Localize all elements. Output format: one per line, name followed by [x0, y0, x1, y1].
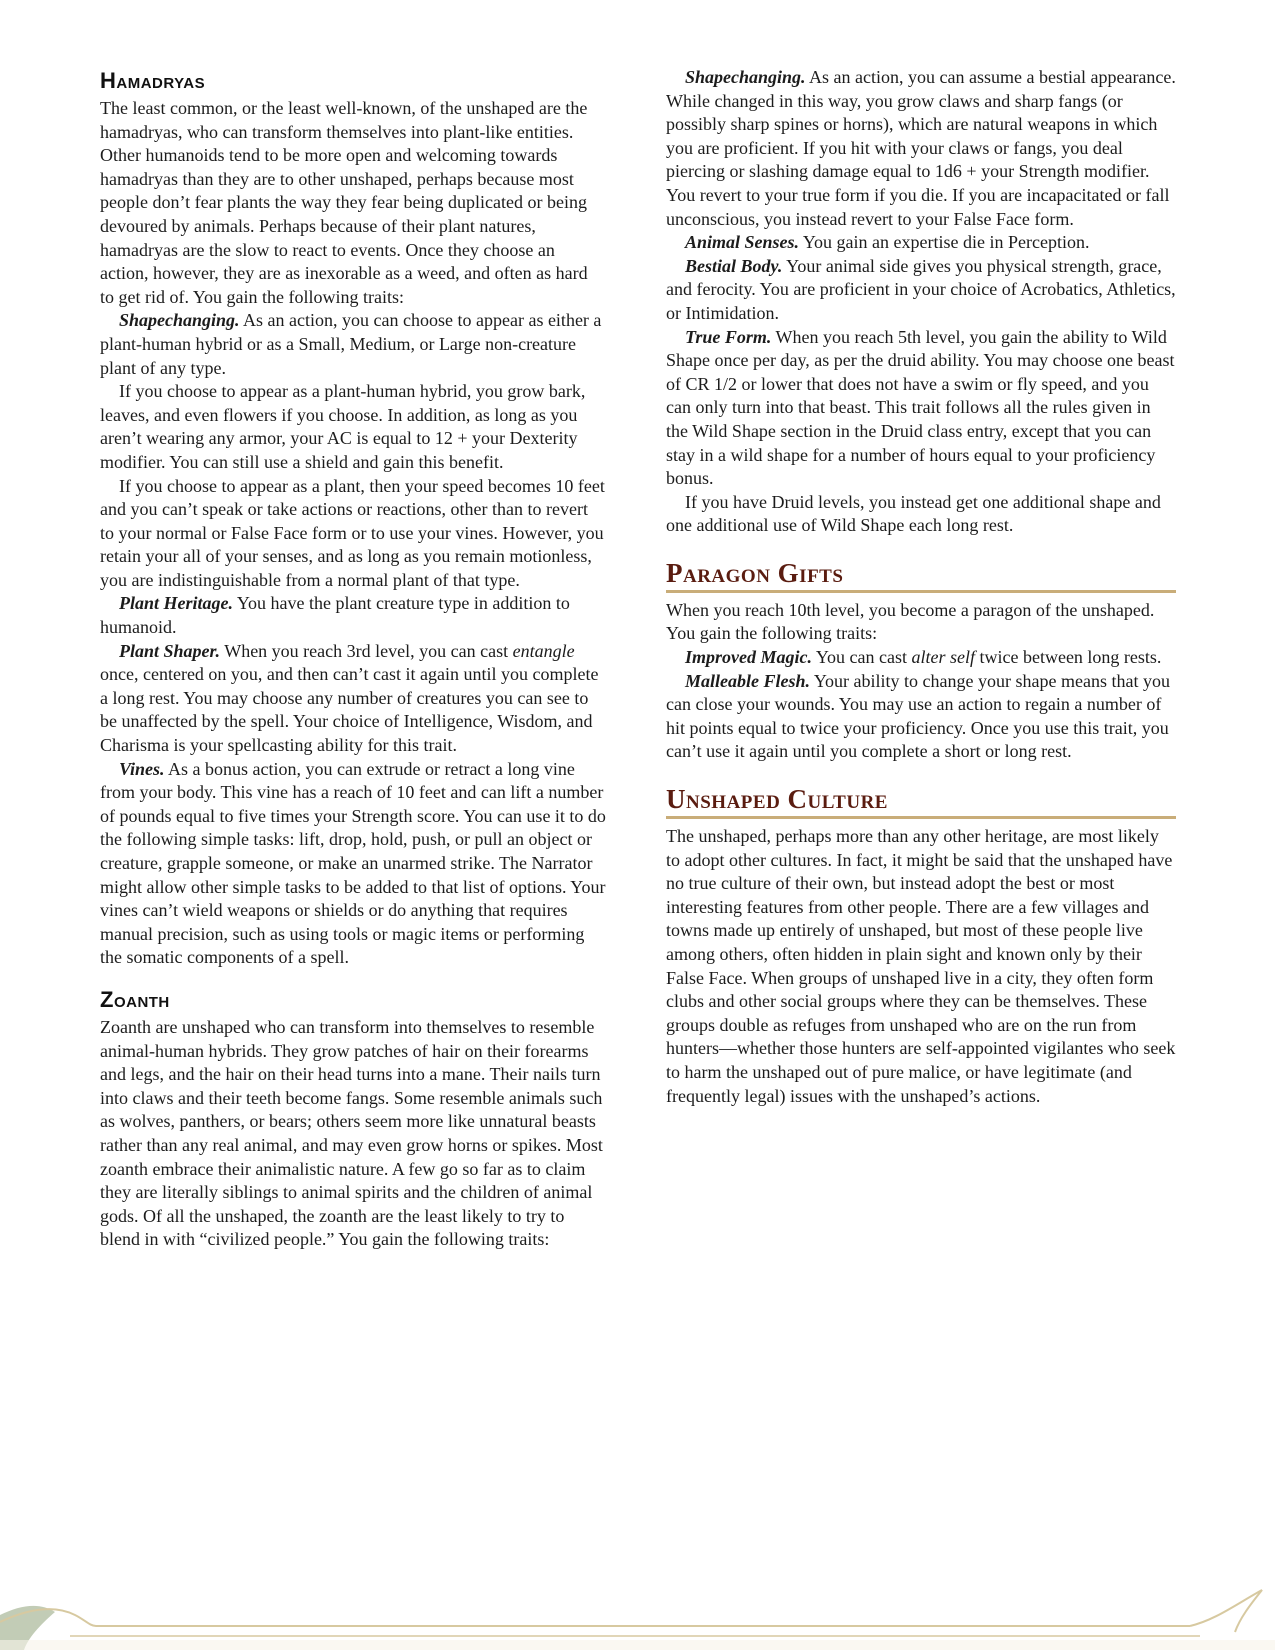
true-form-trait	[666, 326, 1176, 491]
trait-text: Your ability to change your shape means that you can close your wounds. You may use an action to regain a number of hit points equal to twice your proficiency. Once you use this trait, you can’t use it again until you complete a short or long rest.	[666, 670, 1170, 762]
malleable-flesh-trait	[666, 670, 1176, 764]
trait-text: You gain an expertise die in Perception.	[799, 232, 1090, 253]
trait-name: Animal Senses.	[685, 232, 800, 253]
trait-text: When you reach 3rd level, you can cast	[220, 640, 513, 661]
unshaped-culture-text: The unshaped, perhaps more than any other heritage, are most likely to adopt other cultures. In fact, it might be said that the unshaped have no true culture of their own, but instead adopt the best or most interesting features from other people. There are a few villages and towns made up entirely of unshaped, but most of these people live among others, often hidden in plain sight and known only by their False Face. When groups of unshaped live in a city, they often form clubs and other social groups where they can be themselves. These groups double as refuges from unshaped who are on the run from hunters—whether those hunters are self-appointed vigilantes who seek to harm the unshaped out of pure malice, or have legitimate (and frequently legal) issues with the unshaped’s actions.	[666, 826, 1176, 1106]
left-column	[100, 66, 606, 1252]
right-column	[666, 66, 1176, 1108]
trait-name: Shapechanging.	[685, 67, 806, 87]
footer-flourish-right	[1190, 1590, 1262, 1632]
improved-magic-trait	[666, 646, 1176, 670]
trait-name: Plant Heritage.	[119, 593, 233, 614]
trait-name: Malleable Flesh.	[685, 670, 810, 691]
spell-name: alter self	[911, 647, 975, 668]
trait-name: Vines.	[119, 758, 165, 779]
hamadryas-hybrid-paragraph: If you choose to appear as a plant-human hybrid, you grow bark, leaves, and even flowers if you choose. In addition, as long as you aren’t wearing any armor, your AC is equal to 12 + your Dexterity modifier. You can still use a shield and gain this benefit.	[100, 381, 586, 472]
trait-text: You can cast	[811, 647, 912, 668]
trait-text: once, centered on you, and then can’t cast it again until you complete a long rest. You may choose any number of creatures you can see to be unaffected by the spell. Your choice of Intelligence, Wisdom, and Charisma is your spellcasting ability for this trait.	[100, 664, 599, 756]
plant-shaper-trait	[100, 640, 606, 758]
zoanth-intro: Zoanth are unshaped who can transform into themselves to resemble animal-human hybrids. They grow patches of hair on their forearms and legs, and the hair on their head turns into a mane. Their nails turn into claws and their teeth become fangs. Some resemble animals such as wolves, panthers, or bears; others seem more like unnatural beasts rather than any real animal, and may even grow horns or spikes. Most zoanth embrace their animalistic nature. A few go so far as to claim they are literally siblings to animal spirits and the children of animal gods. Of all the unshaped, the zoanth are the least likely to try to blend in with “civilized people.” You gain the following traits:	[100, 1016, 603, 1250]
hamadryas-intro: The least common, or the least well-known, of the unshaped are the hamadryas, who can transform themselves into plant-like entities. Other humanoids tend to be more open and welcoming towards hamadryas than they are to other unshaped, perhaps because most people don’t fear plants the way they fear being duplicated or being devoured by animals. Perhaps because of their plant natures, hamadryas are the slow to react to events. Once they choose an action, however, they are as inexorable as a weed, and often as hard to get rid of. You gain the following traits:	[100, 98, 588, 307]
trait-name: True Form.	[685, 326, 772, 347]
hamadryas-heading: Hamadryas	[100, 68, 206, 93]
trait-text: twice between long rests.	[974, 647, 1162, 668]
trait-text: As an action, you can choose to appear as either a plant-human hybrid or as a Small, Medium, or Large non-creature plant of any type.	[100, 310, 602, 378]
footer-shade	[0, 1640, 1275, 1650]
trait-text: As a bonus action, you can extrude or retract a long vine from your body. This vine has a reach of 10 feet and can lift a number of pounds equal to five times your Strength score. You can use it to do the following simple tasks: lift, drop, hold, push, or pull an object or creature, grapple someone, or make an unarmed strike. The Narrator might allow other simple tasks to be added to that list of options. Your vines can’t wield weapons or shields or do anything that requires manual precision, such as using tools or magic items or performing the somatic components of a spell.	[100, 758, 606, 968]
unshaped-culture-heading: Unshaped Culture	[666, 782, 1176, 819]
zoanth-heading: Zoanth	[100, 986, 170, 1012]
trait-name: Shapechanging.	[119, 310, 240, 331]
footer-ornament	[0, 1560, 1275, 1650]
bestial-body-trait	[666, 255, 1176, 326]
paragon-gifts-heading: Paragon Gifts	[666, 556, 1176, 593]
druid-levels-paragraph: If you have Druid levels, you instead get one additional shape and one additional use of Wild Shape each long rest.	[666, 491, 1161, 536]
paragon-intro: When you reach 10th level, you become a paragon of the unshaped. You gain the following traits:	[666, 599, 1155, 644]
vines-trait	[100, 758, 606, 970]
trait-text: Your animal side gives you physical strength, grace, and ferocity. You are proficient in your choice of Acrobatics, Athletics, or Intimidation.	[666, 255, 1176, 323]
zoanth-shapechanging-trait	[666, 66, 1176, 231]
hamadryas-shapechanging-trait	[100, 309, 606, 380]
trait-name: Improved Magic.	[685, 647, 812, 668]
trait-name: Bestial Body.	[685, 255, 783, 276]
trait-text: As an action, you can assume a bestial appearance. While changed in this way, you grow claws and sharp fangs (or possibly sharp spines or horns), which are natural weapons in which you are proficient. If you hit with your claws or fangs, you deal piercing or slashing damage equal to 1d6 + your Strength modifier. You revert to your true form if you die. If you are incapacitated or fall unconscious, you instead revert to your False Face form.	[666, 67, 1176, 229]
hamadryas-plant-paragraph: If you choose to appear as a plant, then your speed becomes 10 feet and you can’t speak or take actions or reactions, other than to revert to your normal or False Face form or to use your vines. However, you retain your all of your senses, and as long as you remain motionless, you are indistinguishable from a normal plant of that type.	[100, 475, 605, 590]
trait-name: Plant Shaper.	[119, 640, 221, 661]
trait-text: When you reach 5th level, you gain the ability to Wild Shape once per day, as per the druid ability. You may choose one beast of CR 1/2 or lower that does not have a swim or fly speed, and you can only turn into that beast. This trait follows all the rules given in the Wild Shape section in the Druid class entry, except that you can stay in a wild shape for a number of hours equal to your proficiency bonus.	[666, 326, 1175, 489]
animal-senses-trait	[666, 231, 1176, 255]
spell-name: entangle	[512, 640, 575, 661]
plant-heritage-trait	[100, 592, 606, 639]
trait-text: You have the plant creature type in addition to humanoid.	[100, 593, 570, 638]
